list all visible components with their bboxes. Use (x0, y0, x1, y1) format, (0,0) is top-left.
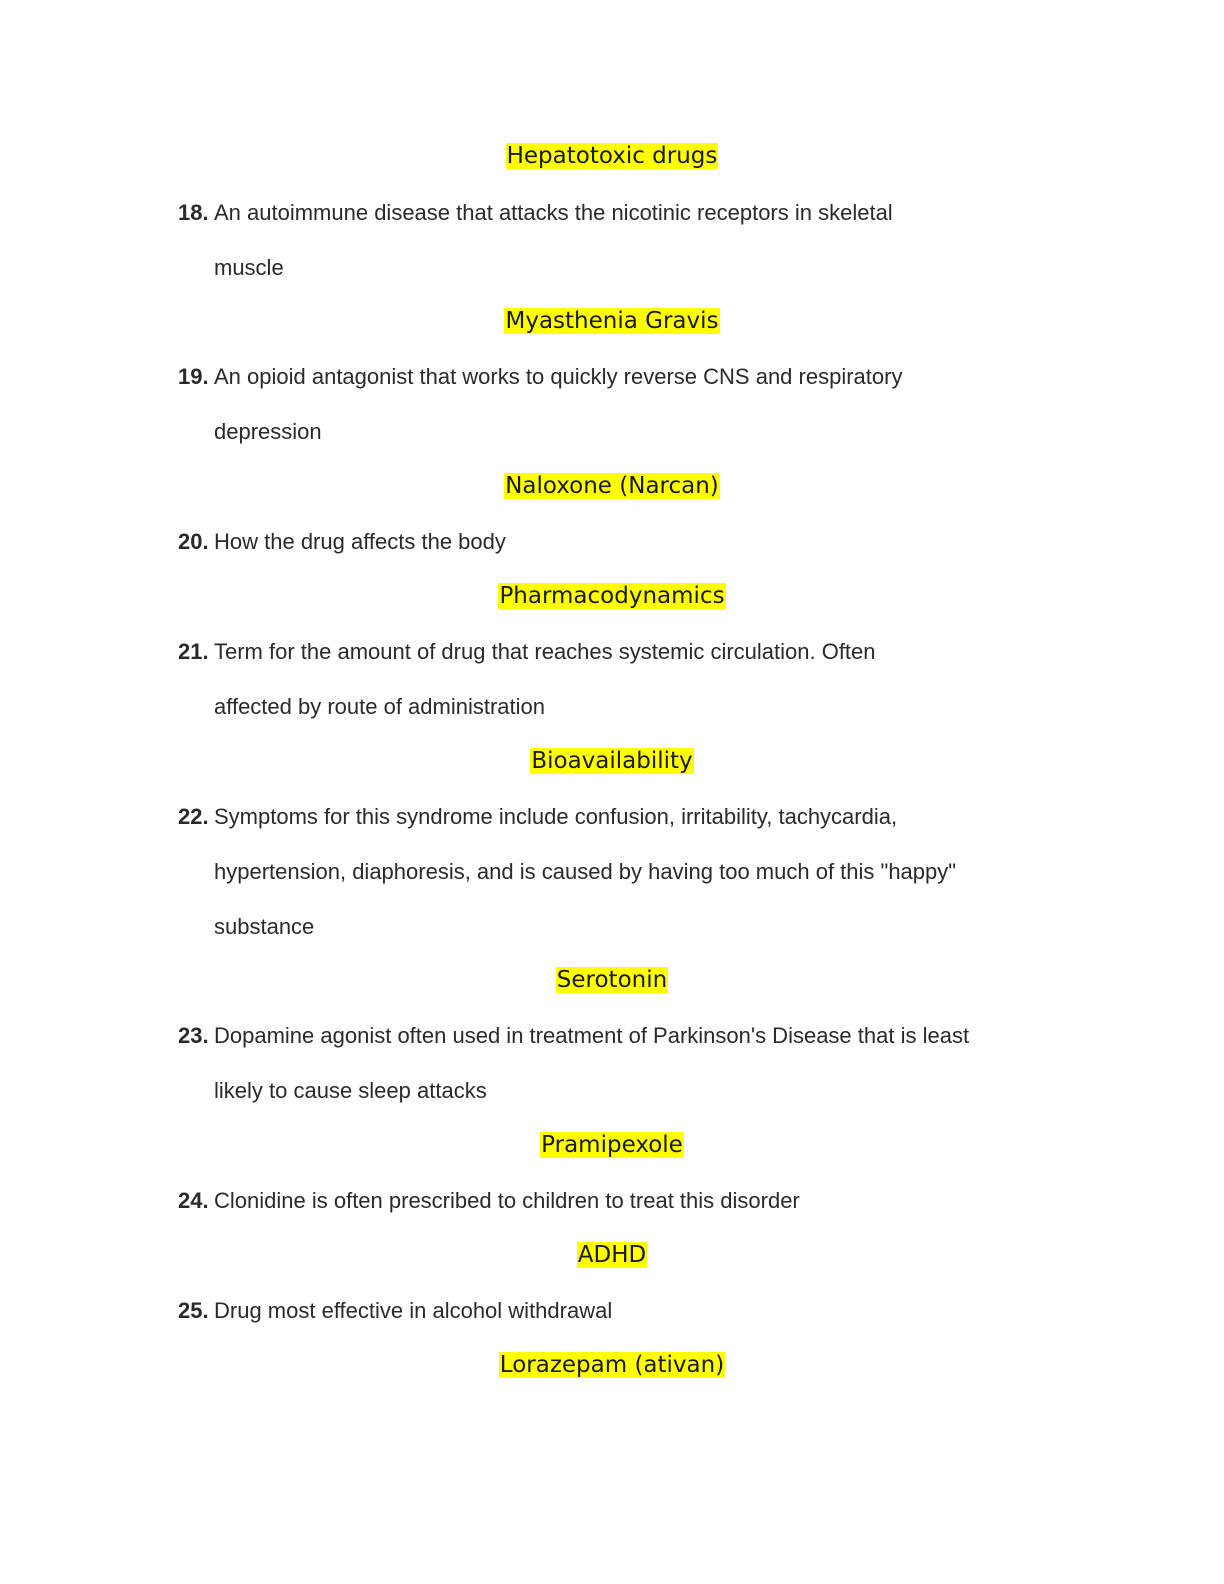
question-text-line: Drug most effective in alcohol withdrawal (214, 1298, 613, 1323)
highlighted-answer: Naloxone (Narcan) (505, 473, 719, 499)
question-number: 24. (178, 1188, 209, 1213)
question-text-line: hypertension, diaphoresis, and is caused by having too much of this "happy" (214, 859, 957, 884)
question-number: 22. (178, 804, 209, 829)
question-number: 23. (178, 1023, 209, 1048)
answer-20 (0, 581, 1224, 611)
question-text-line: muscle (214, 255, 284, 280)
question-text-line: substance (214, 914, 315, 939)
question-number: 21. (178, 639, 209, 664)
question-number: 19. (178, 364, 209, 389)
question-text-line: An autoimmune disease that attacks the nicotinic receptors in skeletal (214, 200, 893, 225)
highlighted-answer: Lorazepam (ativan) (499, 1352, 725, 1378)
answer-19 (0, 471, 1224, 501)
question-text-line: Term for the amount of drug that reaches systemic circulation. Often (214, 639, 876, 664)
question-text-line: An opioid antagonist that works to quickly reverse CNS and respiratory (214, 364, 903, 389)
question-text-line: affected by route of administration (214, 694, 546, 719)
answer-18 (0, 306, 1224, 336)
answer-23 (0, 1130, 1224, 1160)
highlighted-answer: Pharmacodynamics (499, 583, 725, 609)
question-text-line: Clonidine is often prescribed to children to treat this disorder (214, 1188, 800, 1213)
question-number: 18. (178, 200, 209, 225)
question-number: 20. (178, 529, 209, 554)
question-text-line: Symptoms for this syndrome include confusion, irritability, tachycardia, (214, 804, 898, 829)
answer-hepatotoxic (0, 141, 1224, 171)
answer-24 (0, 1240, 1224, 1270)
answer-22 (0, 965, 1224, 995)
question-number: 25. (178, 1298, 209, 1323)
question-text-line: depression (214, 419, 322, 444)
question-text-line: likely to cause sleep attacks (214, 1078, 487, 1103)
highlighted-answer: Myasthenia Gravis (505, 308, 719, 334)
answer-21 (0, 746, 1224, 776)
question-text-line: Dopamine agonist often used in treatment of Parkinson's Disease that is least (214, 1023, 970, 1048)
question-text-line: How the drug affects the body (214, 529, 506, 554)
highlighted-answer: Pramipexole (541, 1132, 683, 1158)
highlighted-answer: Hepatotoxic drugs (506, 143, 718, 169)
highlighted-answer: Bioavailability (531, 748, 693, 774)
highlighted-answer: ADHD (577, 1242, 647, 1268)
highlighted-answer: Serotonin (556, 967, 668, 993)
answer-25 (0, 1350, 1224, 1380)
